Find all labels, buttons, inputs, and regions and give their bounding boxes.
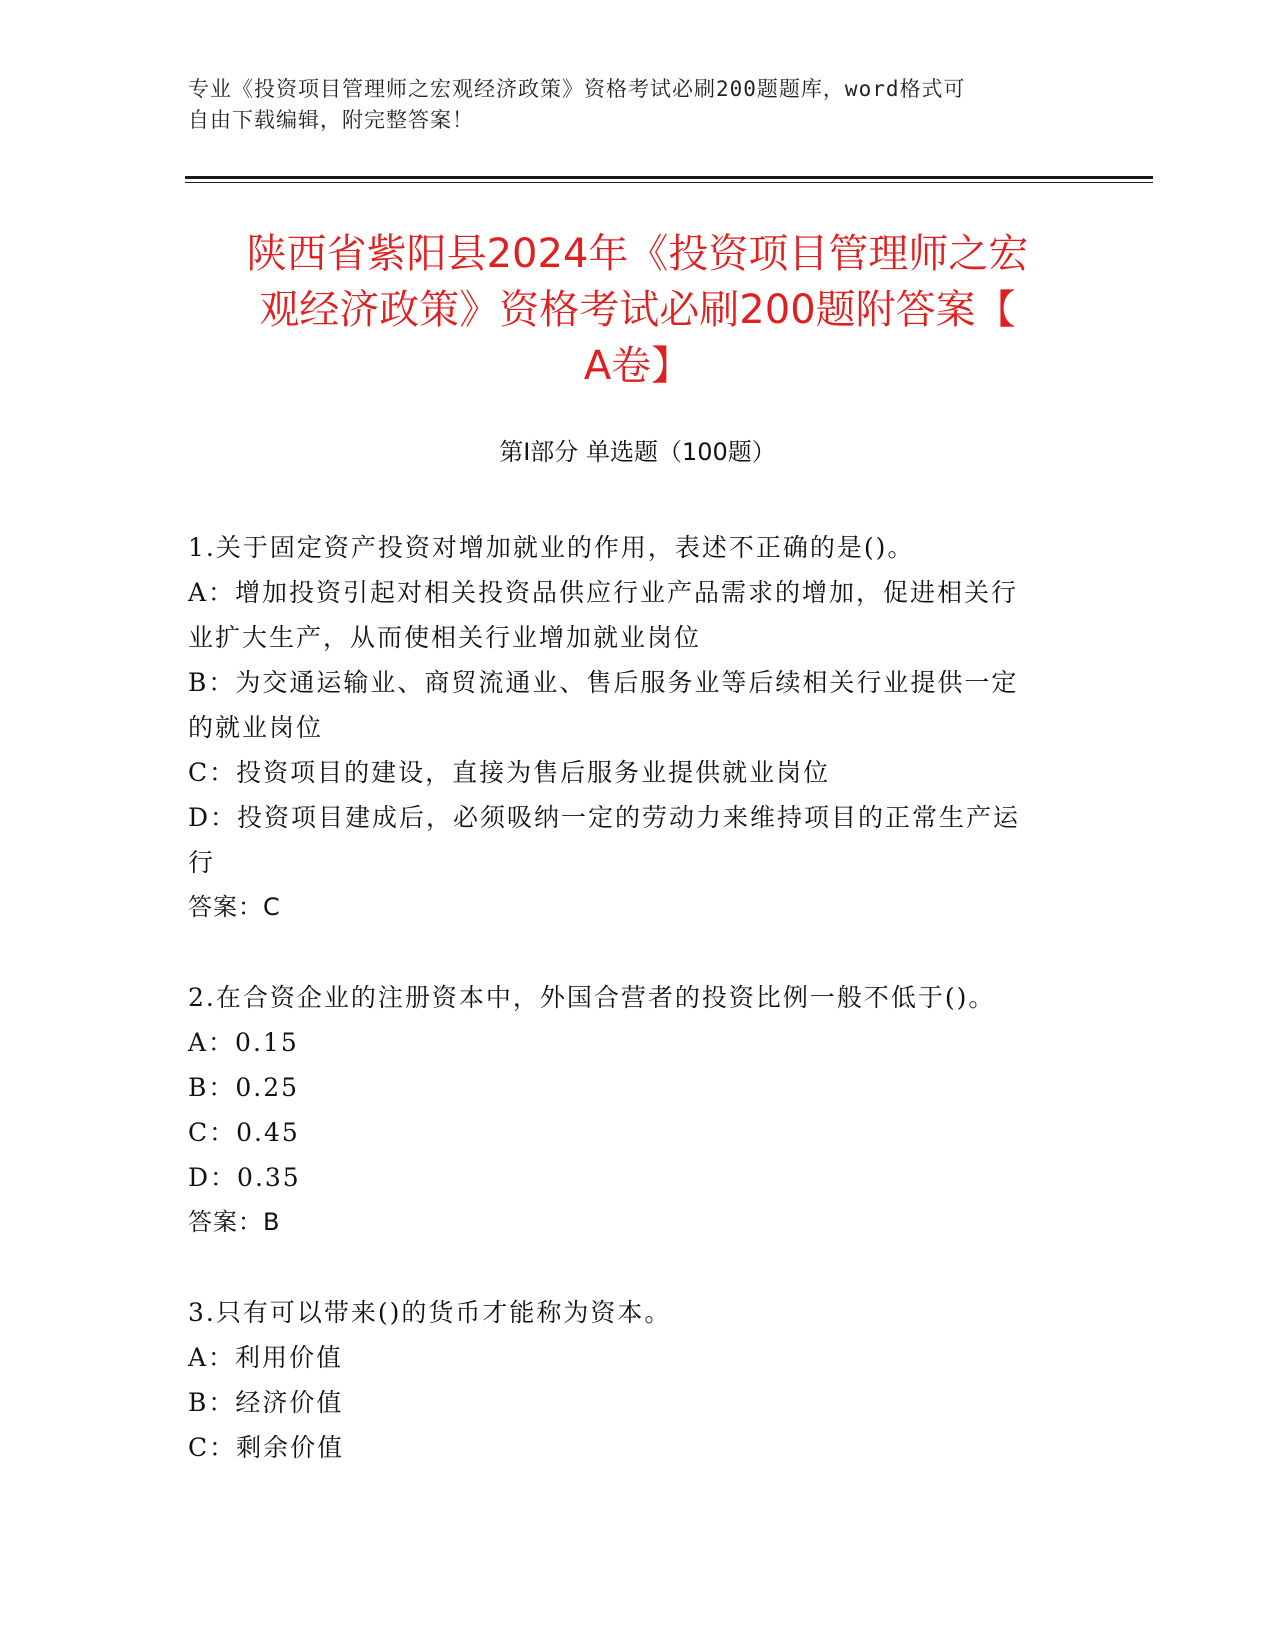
option-a [188, 570, 1068, 660]
option-line: 业扩大生产，从而使相关行业增加就业岗位 [188, 623, 702, 652]
option-line: A：增加投资引起对相关投资品供应行业产品需求的增加，促进相关行 [188, 578, 1019, 607]
option-c: C：0.45 [188, 1118, 300, 1147]
option-d [188, 795, 1068, 885]
question-list [188, 525, 1068, 1515]
option-b: B：经济价值 [188, 1388, 344, 1417]
header-note-line-2: 自由下载编辑，附完整答案！ [188, 108, 474, 132]
question-stem: 3.只有可以带来()的货币才能称为资本。 [188, 1298, 672, 1327]
option-a: A：利用价值 [188, 1343, 344, 1372]
header-divider-thin [185, 182, 1153, 183]
option-line: 行 [188, 848, 216, 877]
option-line: D：投资项目建成后，必须吸纳一定的劳动力来维持项目的正常生产运 [188, 803, 1021, 832]
question-3 [188, 1290, 1068, 1470]
option-c: C：剩余价值 [188, 1433, 345, 1462]
option-c [188, 750, 1068, 795]
header-divider-thick [185, 176, 1153, 179]
question-1 [188, 525, 1068, 930]
answer: 答案：B [188, 1208, 281, 1236]
header-note [188, 74, 1088, 136]
question-2 [188, 975, 1068, 1245]
option-a: A：0.15 [188, 1028, 299, 1057]
section-title: 第Ⅰ部分 单选题（100题） [499, 438, 776, 466]
answer: 答案：C [188, 893, 281, 921]
option-b: B：0.25 [188, 1073, 300, 1102]
title-line-1: 陕西省紫阳县2024年《投资项目管理师之宏 [246, 231, 1029, 277]
question-stem: 1.关于固定资产投资对增加就业的作用，表述不正确的是()。 [188, 533, 915, 562]
header-note-line-1: 专业《投资项目管理师之宏观经济政策》资格考试必刷200题题库，word格式可 [188, 77, 966, 101]
question-stem: 2.在合资企业的注册资本中，外国合营者的投资比例一般不低于()。 [188, 983, 996, 1012]
option-line: B：为交通运输业、商贸流通业、售后服务业等后续相关行业提供一定 [188, 668, 1019, 697]
document-title [175, 226, 1100, 394]
title-line-3: A卷】 [583, 343, 692, 389]
title-line-2: 观经济政策》资格考试必刷200题附答案【 [259, 287, 1016, 333]
option-line: C：投资项目的建设，直接为售后服务业提供就业岗位 [188, 758, 831, 787]
option-d: D：0.35 [188, 1163, 301, 1192]
option-line: 的就业岗位 [188, 713, 324, 742]
option-b [188, 660, 1068, 750]
